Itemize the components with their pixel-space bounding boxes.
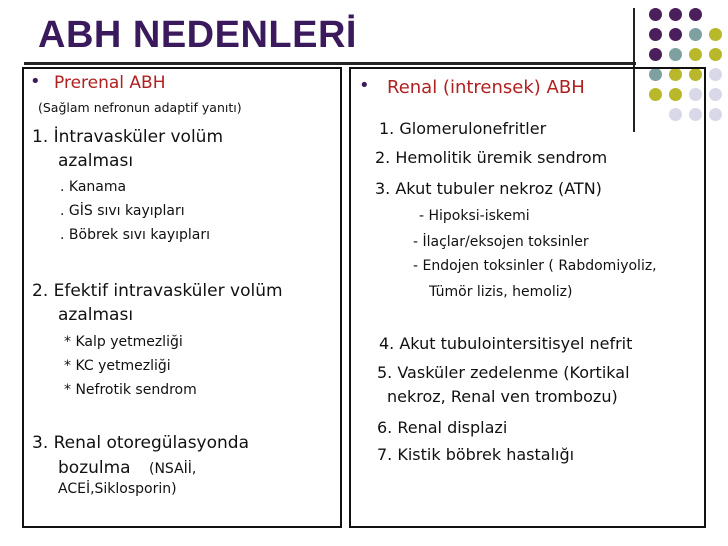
title-divider (24, 62, 636, 65)
list-item: * Kalp yetmezliği (64, 334, 183, 350)
list-item: ACEİ,Siklosporin) (58, 481, 177, 497)
list-item: 3. Renal otoregülasyonda (32, 433, 249, 453)
list-item: Tümör lizis, hemoliz) (429, 284, 573, 300)
list-item: 1. Glomerulonefritler (379, 119, 547, 138)
bullet-icon: • (30, 71, 41, 92)
list-item: 5. Vasküler zedelenme (Kortikal (377, 363, 630, 382)
decorative-dot (649, 28, 662, 41)
decorative-dot (709, 88, 722, 101)
decorative-dot (669, 28, 682, 41)
list-item: 6. Renal displazi (377, 418, 508, 437)
list-item: . GİS sıvı kayıpları (60, 203, 185, 219)
list-item: . Böbrek sıvı kayıpları (60, 227, 211, 243)
list-item: . Kanama (60, 179, 127, 195)
list-item: 2. Efektif intravasküler volüm (32, 281, 283, 301)
decorative-dot (709, 28, 722, 41)
list-item: * Nefrotik sendrom (64, 382, 197, 398)
decorative-dot (649, 48, 662, 61)
list-item: (NSAİİ, (149, 461, 197, 477)
decorative-dot (689, 28, 702, 41)
page-title: ABH NEDENLERİ (38, 14, 357, 56)
list-item: - Endojen toksinler ( Rabdomiyoliz, (413, 258, 657, 274)
list-item: azalması (58, 151, 134, 171)
list-item: 3. Akut tubuler nekroz (ATN) (375, 179, 602, 198)
list-item: 7. Kistik böbrek hastalığı (377, 445, 575, 464)
list-item: 4. Akut tubulointersitisyel nefrit (379, 334, 633, 353)
prerenal-heading: Prerenal ABH (54, 73, 166, 93)
decorative-dot (669, 8, 682, 21)
bullet-icon: • (359, 75, 370, 96)
list-item: - İlaçlar/eksojen toksinler (413, 234, 589, 250)
decorative-dot (689, 48, 702, 61)
decorative-dot (689, 8, 702, 21)
renal-heading: Renal (intrensek) ABH (387, 77, 585, 98)
prerenal-panel (22, 67, 342, 528)
list-item: nekroz, Renal ven trombozu) (387, 387, 618, 406)
list-item: 1. İntravasküler volüm (32, 127, 224, 147)
prerenal-subheading: (Sağlam nefronun adaptif yanıtı) (38, 100, 242, 115)
list-item: * KC yetmezliği (64, 358, 171, 374)
decorative-dot (709, 68, 722, 81)
decorative-dot (709, 48, 722, 61)
list-item: azalması (58, 305, 134, 325)
decorative-dot (669, 48, 682, 61)
list-item: - Hipoksi-iskemi (419, 208, 530, 224)
list-item: bozulma (58, 458, 131, 478)
list-item: 2. Hemolitik üremik sendrom (375, 148, 608, 167)
decorative-dot (649, 8, 662, 21)
decorative-dot (709, 108, 722, 121)
renal-panel (349, 67, 706, 528)
